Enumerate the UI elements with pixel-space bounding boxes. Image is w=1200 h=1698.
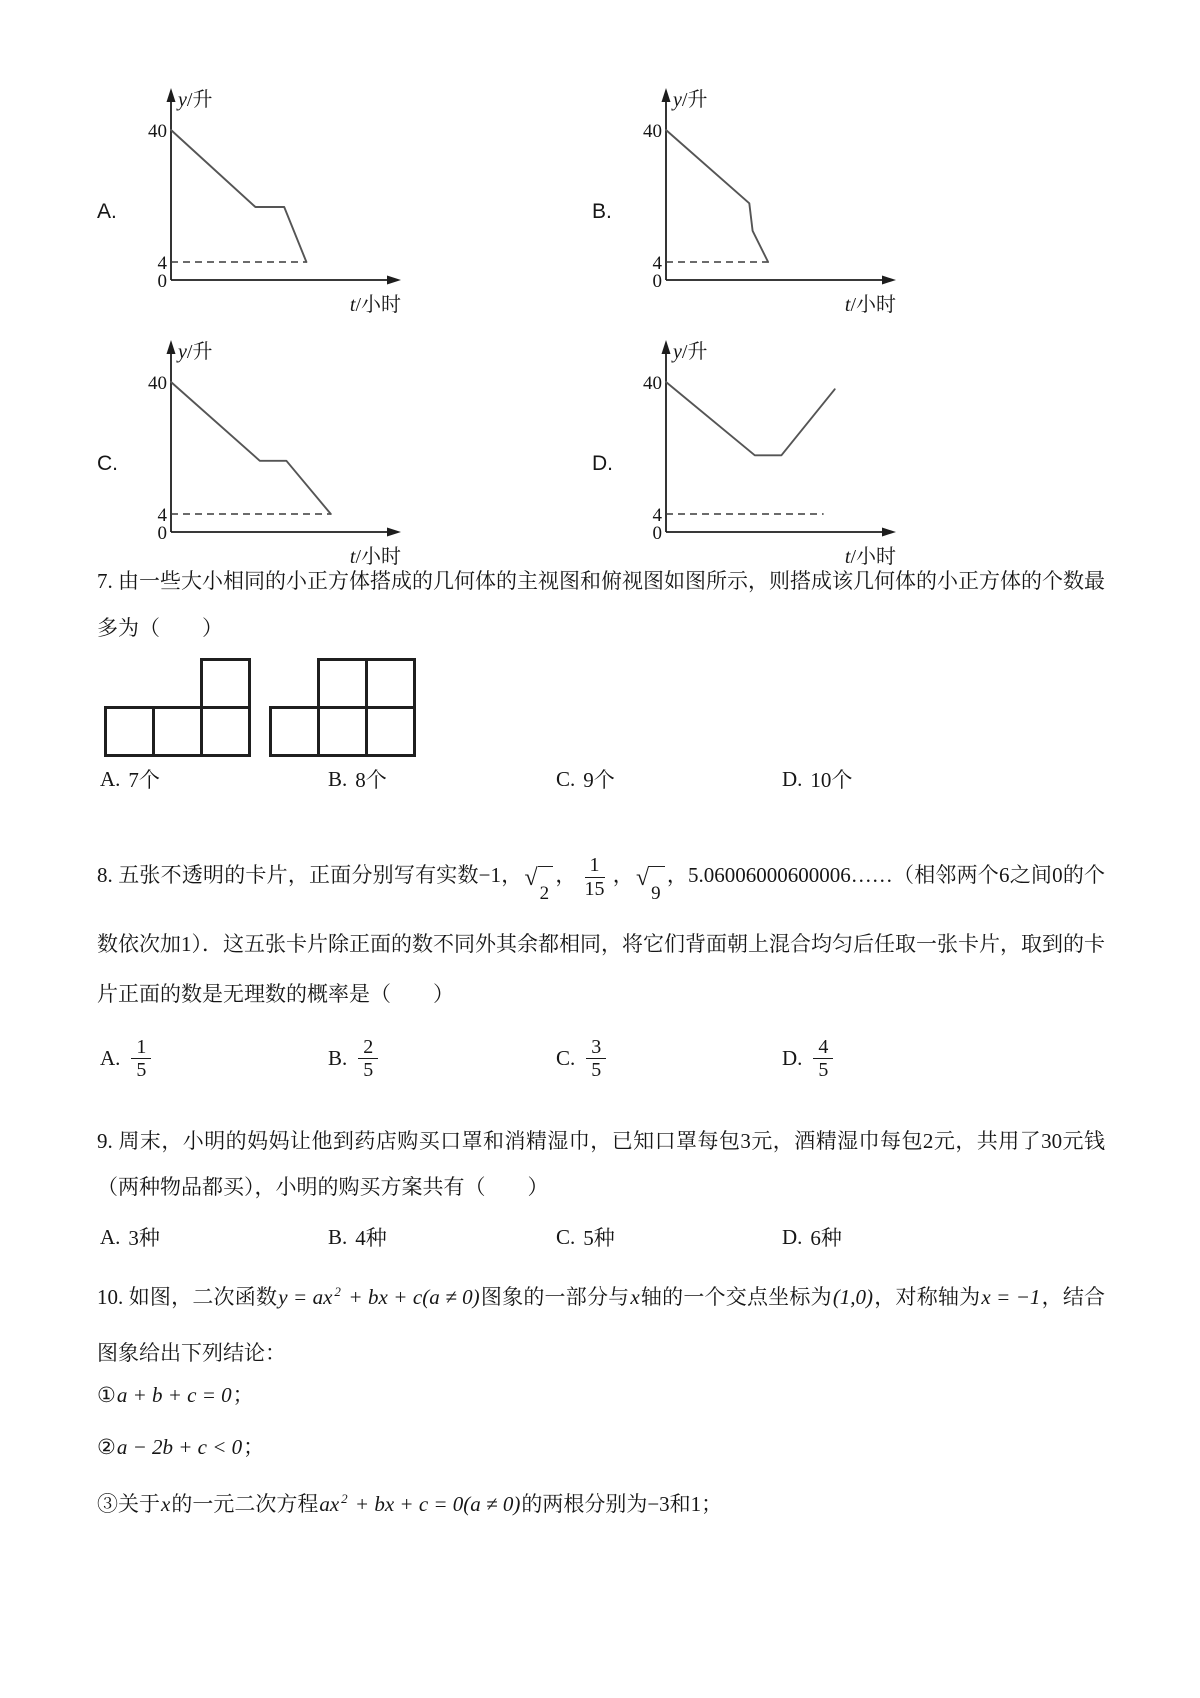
q7-option-a [100,764,160,794]
unit-square-cell [269,706,320,757]
q8-option-c [556,1036,609,1082]
front-view-figure [104,658,251,757]
graph-option-b [592,84,900,316]
y-tick-label: 4 [157,505,167,526]
option-value [355,1036,381,1082]
option-value [583,1036,609,1082]
x-axis-title: t/小时 [844,546,896,568]
fuel-time-graph-b [630,84,900,316]
option-value: 6种 [810,1226,842,1250]
q10-conclusion-3: ③关于x的一元二次方程ax $^2$ + bx + c = 0(a ≠ 0)的两根分别为−3和1； [97,1491,723,1516]
unit-square-cell [365,658,416,709]
unit-square-cell [200,658,251,709]
question-7-options [100,764,1110,824]
sqrt-expression: √ 2 [524,865,553,919]
q7-option-b [328,764,387,794]
option-label: B. [328,1046,348,1071]
data-curve [666,130,768,262]
graph-option-a-label: A. [97,200,117,223]
y-tick-label: 4 [157,253,167,274]
x-axis-title: t/小时 [349,294,401,316]
fraction: $\frac{3}{5}$ [586,1036,606,1082]
y-tick-label: 0 [652,271,662,292]
graph-option-c [97,336,405,568]
option-value: 8个 [355,768,387,792]
unit-square-cell [317,706,368,757]
graph-option-d [592,336,900,568]
y-axis-arrow [662,340,671,354]
option-value: 5种 [583,1226,615,1250]
option-label: B. [328,1224,348,1249]
q9-option-d [782,1222,842,1252]
question-7-figure [104,658,416,757]
y-tick-label: 0 [157,523,167,544]
option-label: D. [782,766,803,791]
y-axis-title: y/升 [673,341,708,363]
option-label: A. [100,766,121,791]
y-axis-arrow [662,88,671,102]
x-axis-arrow [882,276,896,285]
data-curve [666,382,835,455]
fraction: $\frac{2}{5}$ [358,1036,378,1082]
fraction: $\frac{1}{5}$ [131,1036,151,1082]
unit-square-cell [104,706,155,757]
q7-option-c [556,764,615,794]
y-axis-arrow [167,340,176,354]
fuel-time-graph-c [135,336,405,568]
y-tick-label: 0 [157,271,167,292]
option-label: A. [100,1224,121,1249]
q10-conclusion-2: ②a − 2b + c < 0； [97,1435,265,1459]
option-label: B. [328,766,348,791]
graph-option-c-label: C. [97,452,118,475]
question-7-text: 7. 由一些大小相同的小正方体搭成的几何体的主视图和俯视图如图所示，则搭成该几何体的小正方体的个数最多为（ ） [97,569,1105,640]
y-tick-label: 40 [148,121,167,142]
option-value: 4种 [355,1226,387,1250]
unit-square-cell [365,706,416,757]
y-tick-label: 40 [643,121,662,142]
fraction: $\frac{1}{15}$ [584,854,605,900]
y-axis-title: y/升 [178,341,213,363]
q9-option-a [100,1222,160,1252]
option-label: C. [556,1224,576,1249]
y-tick-label: 4 [652,505,662,526]
fuel-time-graph-a [135,84,405,316]
question-10-text: 10. 如图，二次函数y = ax $^2$ + bx + c(a ≠ 0)图象的一部分与x轴的一个交点坐标为(1,0)，对称轴为x = −1，结合图象给出下列结论： [97,1284,1106,1365]
fuel-time-graph-d [630,336,900,568]
data-curve [171,130,306,262]
option-label: D. [782,1046,803,1071]
option-label: C. [556,1046,576,1071]
y-axis-title: y/升 [673,89,708,111]
option-value [128,1036,154,1082]
y-tick-label: 40 [643,373,662,394]
question-9-text: 9. 周末，小明的妈妈让他到药店购买口罩和消精湿巾，已知口罩每包3元，酒精湿巾每包2元，共用了30元钱（两种物品都买），小明的购买方案共有（ ） [97,1129,1105,1199]
q7-option-d [782,764,852,794]
y-axis-arrow [167,88,176,102]
option-label: D. [782,1224,803,1249]
option-value: 7个 [128,768,160,792]
unit-square-cell [152,706,203,757]
option-value: 9个 [583,768,615,792]
q8-option-d [782,1036,836,1082]
y-tick-label: 4 [652,253,662,274]
graph-option-a [97,84,405,316]
q8-option-a [100,1036,154,1082]
x-axis-arrow [387,528,401,537]
option-value: 10个 [810,768,853,792]
y-tick-label: 0 [652,523,662,544]
q8-option-b [328,1036,381,1082]
y-tick-label: 40 [148,373,167,394]
unit-square-cell [317,658,368,709]
question-8-options [100,1036,1110,1102]
x-axis-title: t/小时 [349,546,401,568]
sqrt-expression: √ 9 [636,865,665,919]
q9-option-b [328,1222,387,1252]
unit-square-cell [200,706,251,757]
x-axis-arrow [882,528,896,537]
fraction: $\frac{4}{5}$ [813,1036,833,1082]
option-value: 3种 [128,1226,160,1250]
q9-option-c [556,1222,615,1252]
data-curve [171,382,331,514]
option-value [810,1036,836,1082]
x-axis-title: t/小时 [844,294,896,316]
graph-option-d-label: D. [592,452,613,475]
top-view-figure [269,658,416,757]
q10-conclusion-1: ①a + b + c = 0； [97,1383,254,1407]
graph-option-b-label: B. [592,200,612,223]
question-8-text: 8. 五张不透明的卡片，正面分别写有实数−1， √ 2 ， $\frac{1}{15}$ ， √ 9 ，5.06006000600006……（相邻两个6之间0的个数依次加1）．这五张卡片除正面的数不同外其余都相同，将它们背面朝上混合均匀后任取一张卡片，取到的卡片正面的数是无理数的概率是（ ） [97,854,1106,1006]
option-label: C. [556,766,576,791]
y-axis-title: y/升 [178,89,213,111]
x-axis-arrow [387,276,401,285]
option-label: A. [100,1046,121,1071]
